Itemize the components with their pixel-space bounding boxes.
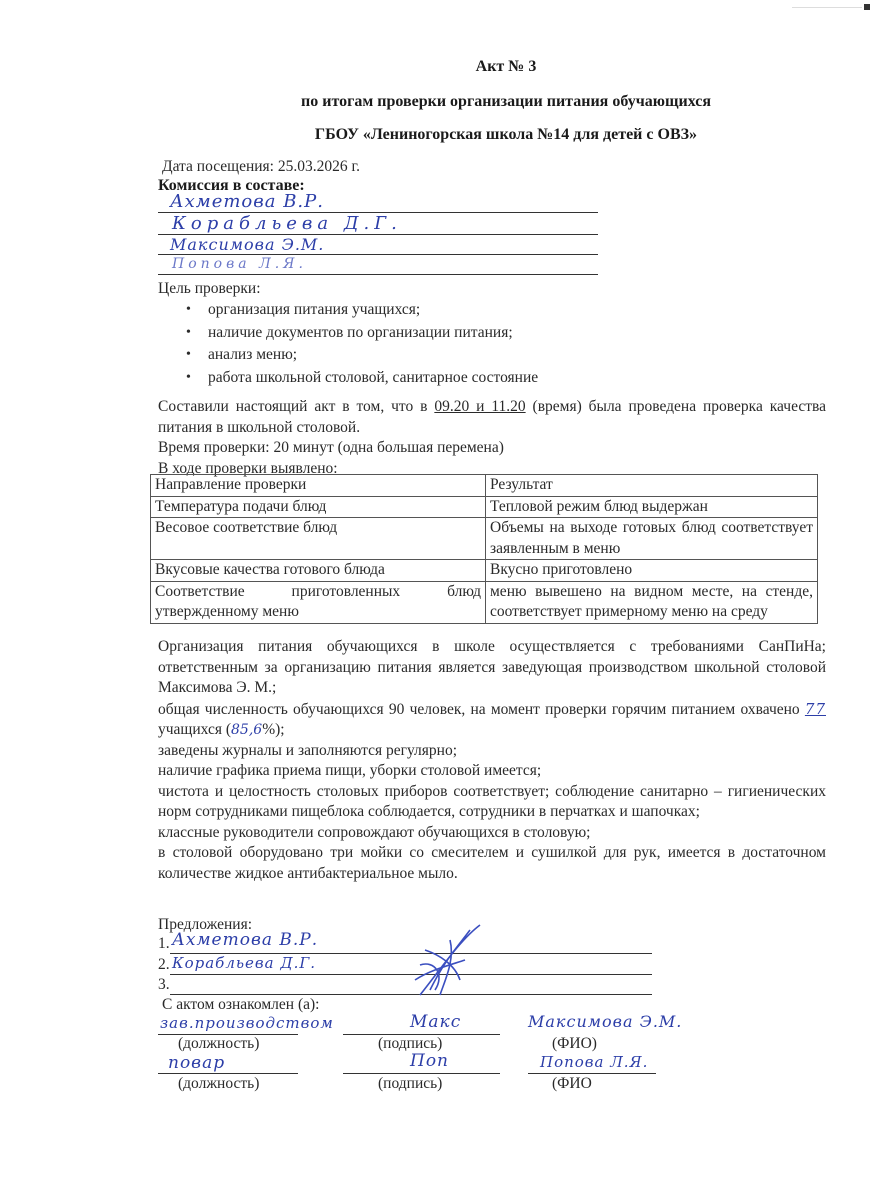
- ack-name: Максимова Э.М.: [528, 1012, 683, 1031]
- findings-section: [158, 637, 826, 884]
- finding-text: общая численность обучающихся 90 человек, на момент проверки горячим питанием охвачено: [158, 700, 805, 718]
- signature-line: [528, 1073, 656, 1074]
- commission-member-2: Корабльева Д.Г.: [172, 213, 402, 234]
- goal-label: Цель проверки:: [158, 280, 261, 297]
- ack-signature: Поп: [410, 1051, 450, 1071]
- finding-paragraph: классные руководители сопровождают обучающихся в столовую;: [158, 823, 591, 841]
- signature-line: [158, 274, 598, 275]
- table-cell: Тепловой режим блюд выдержан: [486, 496, 818, 518]
- goal-item: • работа школьной столовой, санитарное состояние: [186, 367, 538, 390]
- visit-date: Дата посещения: 25.03.2026 г.: [162, 158, 360, 175]
- finding-paragraph: в столовой оборудовано три мойки со смесителем и сушилкой для рук, имеется в достаточном количестве жидкое антибактериальное мыло.: [158, 844, 826, 882]
- table-row: [151, 496, 818, 518]
- signature-caption: (подпись): [378, 1075, 443, 1092]
- intro-text: (время) была проведена проверка качества питания в школьной столовой.: [158, 398, 826, 436]
- school-name: ГБОУ «Лениногорская школа №14 для детей с ОВЗ»: [314, 126, 698, 143]
- table-cell: Объемы на выходе готовых блюд соответствует заявленным в меню: [486, 518, 818, 560]
- ack-position: зав.производством: [160, 1014, 334, 1032]
- table-cell: меню вывешено на видном месте, на стенде, соответствует примерному меню на среду: [486, 581, 818, 623]
- inspection-time: 09.20 и 11.20: [434, 398, 526, 415]
- finding-paragraph: заведены журналы и заполняются регулярно;: [158, 741, 458, 759]
- table-header-row: [151, 475, 818, 497]
- found-label: В ходе проверки выявлено:: [158, 459, 338, 477]
- table-cell: Весовое соответствие блюд: [151, 518, 486, 560]
- name-caption: (ФИО): [552, 1035, 597, 1052]
- proposal-number: 2.: [158, 956, 170, 973]
- covered-percent: 85,6: [231, 722, 263, 738]
- ack-name: Попова Л.Я.: [540, 1053, 649, 1071]
- signature-scribble: [400, 920, 490, 1005]
- finding-paragraph: наличие графика приема пищи, уборки столовой имеется;: [158, 762, 542, 779]
- commission-label: Комиссия в составе:: [158, 177, 305, 194]
- finding-text: учащихся (: [158, 721, 232, 738]
- finding-paragraph: Организация питания обучающихся в школе осуществляется с требованиями СанПиНа; ответственным за организацию питания является заведующая производством школьной столовой Максимова Э. М.;: [158, 638, 826, 696]
- finding-text: %);: [262, 721, 285, 738]
- position-caption: (должность): [178, 1075, 260, 1092]
- table-row: [151, 581, 818, 623]
- table-header: Результат: [486, 475, 818, 497]
- ack-position: повар: [168, 1053, 226, 1073]
- finding-paragraph: чистота и целостность столовых приборов соответствует; соблюдение санитарно – гигиенических норм сотрудниками пищеблока соблюдается, сотрудники в перчатках и шапочках;: [158, 782, 826, 820]
- table-row: [151, 560, 818, 582]
- position-caption: (должность): [178, 1035, 260, 1052]
- table-cell: Температура подачи блюд: [151, 496, 486, 518]
- document-title: Акт № 3: [475, 58, 537, 75]
- table-cell: Соответствие приготовленных блюд утвержденному меню: [151, 581, 486, 623]
- proposals-label: Предложения:: [158, 916, 253, 933]
- covered-count: 77: [804, 699, 826, 718]
- goal-list: [186, 299, 538, 389]
- table-cell: Вкусно приготовлено: [486, 560, 818, 582]
- table-cell: Вкусовые качества готового блюда: [151, 560, 486, 582]
- finding-paragraph: [158, 699, 826, 741]
- goal-item: • организация питания учащихся;: [186, 299, 538, 322]
- intro-text: Составили настоящий акт в том, что в: [158, 398, 435, 415]
- proposal-number: 3.: [158, 976, 170, 993]
- inspection-duration: Время проверки: 20 минут (одна большая перемена): [158, 439, 504, 456]
- ack-signature: Макс: [410, 1012, 462, 1032]
- acknowledged-label: С актом ознакомлен (а):: [162, 996, 320, 1013]
- commission-member-4: Попова Л.Я.: [172, 256, 307, 272]
- table-row: [151, 518, 818, 560]
- signature-line: [343, 1073, 500, 1074]
- commission-member-1: Ахметова В.Р.: [170, 191, 324, 212]
- scan-mark: [864, 4, 870, 10]
- scan-edge: [792, 7, 862, 8]
- goal-item: • анализ меню;: [186, 344, 538, 367]
- goal-item: • наличие документов по организации питания;: [186, 322, 538, 345]
- document-subtitle: по итогам проверки организации питания обучающихся: [301, 93, 711, 110]
- name-caption: (ФИО: [552, 1075, 592, 1092]
- commission-member-3: Максимова Э.М.: [170, 235, 325, 254]
- signature-line: [158, 1073, 298, 1074]
- proposal-number: 1.: [158, 935, 170, 952]
- intro-paragraph: [158, 397, 826, 479]
- proposal-signer: Корабльева Д.Г.: [172, 954, 317, 972]
- signature-caption: (подпись): [378, 1035, 443, 1052]
- signature-line: [158, 254, 598, 255]
- table-header: Направление проверки: [151, 475, 486, 497]
- proposal-signer: Ахметова В.Р.: [172, 930, 319, 950]
- results-table: [150, 474, 818, 624]
